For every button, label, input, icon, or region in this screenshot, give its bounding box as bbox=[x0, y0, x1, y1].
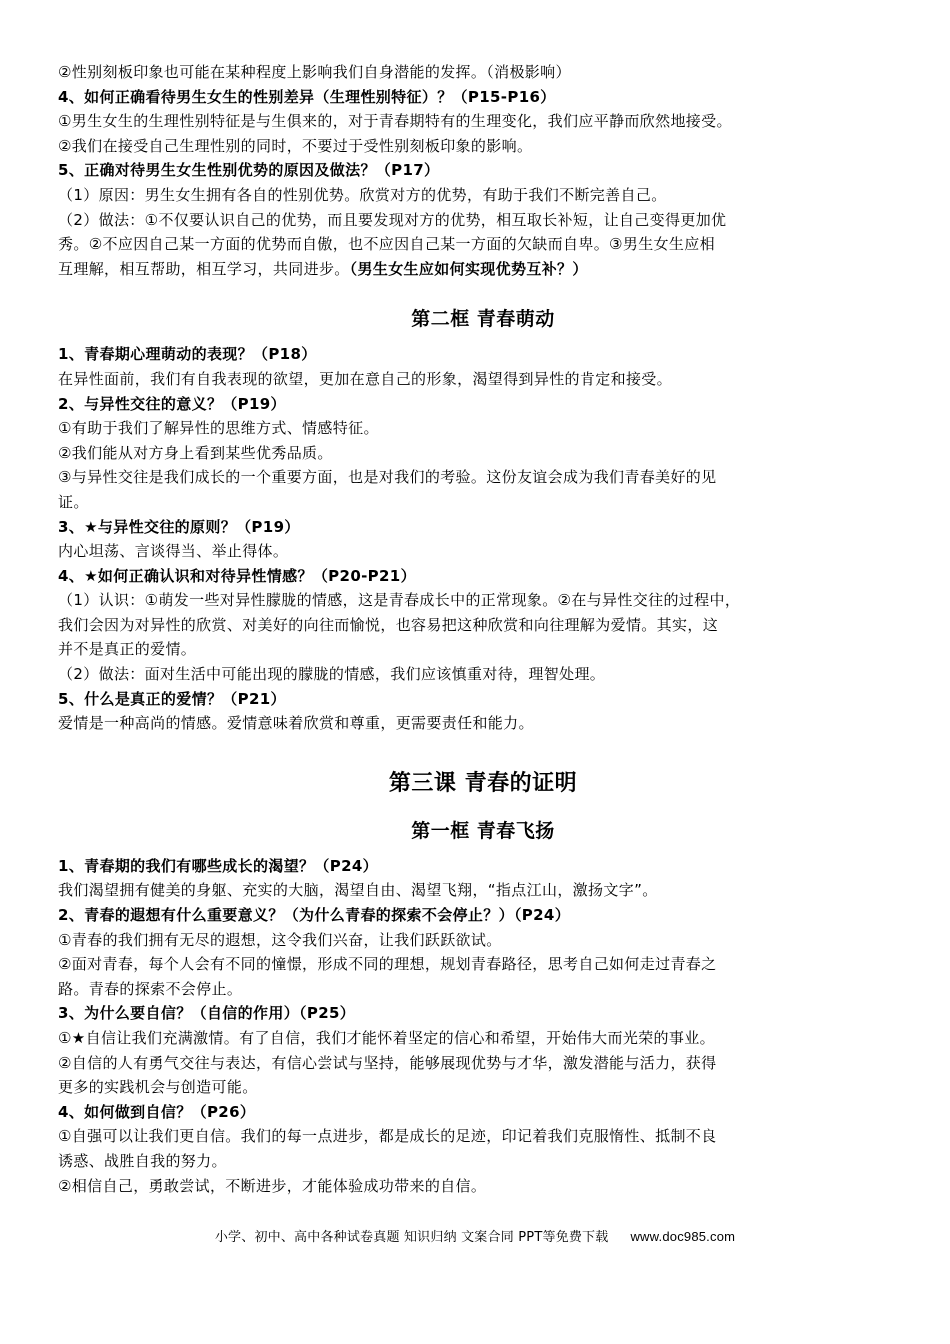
question-heading: 2、青春的遐想有什么重要意义？（为什么青春的探索不会停止？）（P24） bbox=[58, 906, 571, 925]
answer-line: ②面对青春，每个人会有不同的憧憬，形成不同的理想，规划青春路径，思考自己如何走过青春之 bbox=[58, 955, 717, 974]
answer-line: 我们会因为对异性的欣赏、对美好的向往而愉悦，也容易把这种欣赏和向往理解为爱情。其实，这 bbox=[58, 615, 719, 634]
answer-line: 更多的实践机会与创造可能。 bbox=[58, 1078, 258, 1097]
answer-line: 并不是真正的爱情。 bbox=[58, 640, 197, 659]
answer-line: 路。青春的探索不会停止。 bbox=[58, 979, 243, 998]
question-heading: 3、★与异性交往的原则？（P19） bbox=[58, 517, 300, 536]
answer-line: （1）原因：男生女生拥有各自的性别优势。欣赏对方的优势，有助于我们不断完善自己。 bbox=[58, 185, 667, 204]
question-heading: 2、与异性交往的意义？（P19） bbox=[58, 394, 286, 413]
question-heading: 5、正确对待男生女生性别优势的原因及做法？（P17） bbox=[58, 161, 440, 180]
lesson-title: 第三课 青春的证明 bbox=[388, 770, 578, 796]
answer-text: 互理解，相互帮助，相互学习，共同进步。 bbox=[58, 259, 350, 278]
answer-line: ①男生女生的生理性别特征是与生俱来的，对于青春期特有的生理变化，我们应平静而欣然地接受。 bbox=[58, 112, 732, 131]
answer-line: ①自强可以让我们更自信。我们的每一点进步，都是成长的足迹，印记着我们克服惰性、抵制不良 bbox=[58, 1127, 717, 1146]
answer-line: 爱情是一种高尚的情感。爱情意味着欣赏和尊重，更需要责任和能力。 bbox=[58, 714, 534, 733]
answer-line: ①★自信让我们充满激情。有了自信，我们才能怀着坚定的信心和希望，开始伟大而光荣的事业。 bbox=[58, 1029, 715, 1047]
answer-line: ②我们在接受自己生理性别的同时，不要过于受性别刻板印象的影响。 bbox=[58, 136, 533, 155]
question-heading: 1、青春期心理萌动的表现？（P18） bbox=[58, 345, 317, 364]
answer-line: 在异性面前，我们有自我表现的欲望，更加在意自己的形象，渴望得到异性的肯定和接受。 bbox=[58, 369, 673, 388]
page-footer bbox=[0, 1226, 950, 1245]
answer-line: （2）做法：①不仅要认识自己的优势，而且要发现对方的优势，相互取长补短，让自己变得更加优 bbox=[58, 210, 727, 229]
question-heading: 4、如何做到自信？（P26） bbox=[58, 1102, 256, 1121]
footer-text: 小学、初中、高中各种试卷真题 知识归纳 文案合同 PPT等免费下载 bbox=[214, 1230, 609, 1245]
answer-line: ①有助于我们了解异性的思维方式、情感特征。 bbox=[58, 419, 379, 438]
question-heading: 1、青春期的我们有哪些成长的渴望？（P24） bbox=[58, 856, 379, 875]
answer-line: 内心坦荡、言谈得当、举止得体。 bbox=[58, 542, 289, 561]
answer-line: 我们渴望拥有健美的身躯、充实的大脑，渴望自由、渴望飞翔，“指点江山，激扬文字”。 bbox=[58, 881, 658, 900]
section-title: 第一框 青春飞扬 bbox=[411, 819, 555, 842]
answer-line: ③与异性交往是我们成长的一个重要方面，也是对我们的考验。这份友谊会成为我们青春美好的见 bbox=[58, 468, 717, 487]
question-heading: 4、★如何正确认识和对待异性情感？（P20-P21） bbox=[58, 566, 416, 585]
question-heading: 3、为什么要自信？（自信的作用）（P25） bbox=[58, 1004, 356, 1023]
answer-line: ②性别刻板印象也可能在某种程度上影响我们自身潜能的发挥。（消极影响） bbox=[58, 63, 571, 81]
footer-url[interactable]: www.doc985.com bbox=[630, 1229, 736, 1244]
answer-line: ②我们能从对方身上看到某些优秀品质。 bbox=[58, 443, 333, 462]
answer-line: ②相信自己，勇敢尝试，不断进步，才能体验成功带来的自信。 bbox=[58, 1176, 487, 1195]
question-heading: 4、如何正确看待男生女生的性别差异（生理性别特征）？（P15-P16） bbox=[58, 87, 556, 106]
question-heading: 5、什么是真正的爱情？（P21） bbox=[58, 689, 286, 708]
answer-line: ②自信的人有勇气交往与表达，有信心尝试与坚持，能够展现优势与才华，激发潜能与活力，获得 bbox=[58, 1053, 717, 1072]
section-title: 第二框 青春萌动 bbox=[411, 308, 555, 331]
answer-line: ①青春的我们拥有无尽的遐想，这令我们兴奋，让我们跃跃欲试。 bbox=[58, 930, 502, 949]
answer-line: 证。 bbox=[58, 492, 89, 511]
answer-line bbox=[58, 257, 908, 282]
document-page bbox=[58, 60, 908, 1198]
answer-line: （2）做法：面对生活中可能出现的朦胧的情感，我们应该慎重对待，理智处理。 bbox=[58, 665, 606, 684]
answer-line: 秀。②不应因自己某一方面的优势而自傲，也不应因自己某一方面的欠缺而自卑。③男生女生应相 bbox=[58, 235, 715, 254]
answer-line: （1）认识：①萌发一些对异性朦胧的情感，这是青春成长中的正常现象。②在与异性交往的过程中， bbox=[58, 591, 741, 610]
bold-note: （男生女生应如何实现优势互补？） bbox=[349, 259, 588, 278]
answer-line: 诱惑、战胜自我的努力。 bbox=[58, 1151, 227, 1170]
